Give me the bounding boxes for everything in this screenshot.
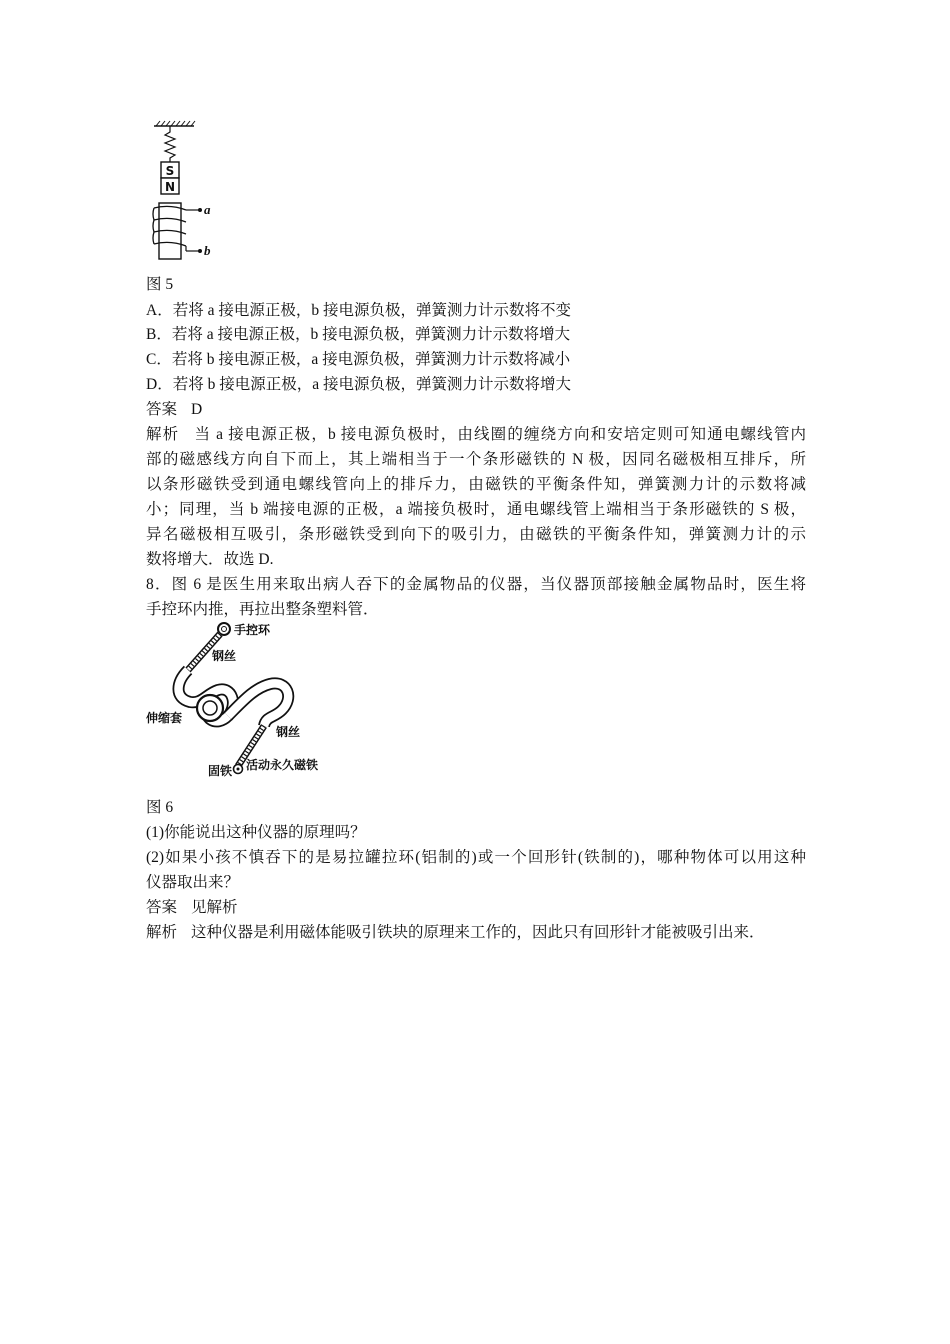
label-steel-wire-top: 钢丝	[212, 649, 237, 663]
answer-value: D	[191, 401, 203, 418]
q7-analysis-line-4: 小；同理，当 b 端接电源的正极，a 端接负极时，通电螺线管上端相当于条形磁铁的 S 极，	[146, 501, 806, 518]
q8-stem-line-1: 8．图 6 是医生用来取出病人吞下的金属物品的仪器，当仪器顶部接触金属物品时，医生将	[146, 576, 806, 593]
label-steel-wire-bottom: 钢丝	[276, 725, 301, 739]
q7-option-b: B．若将 a 接电源正极，b 接电源负极，弹簧测力计示数将增大	[146, 326, 571, 343]
terminal-b-label: b	[204, 243, 211, 258]
answer-value: 见解析	[191, 899, 238, 916]
magnet-s-label: S	[165, 164, 175, 178]
spring-icon	[165, 126, 175, 162]
q7-analysis-line-2: 部的磁感线方向自下而上，其上端相当于一个条形磁铁的 N 极，因同名磁极相互排斥，所	[146, 451, 806, 468]
analysis-label: 解析	[146, 924, 178, 941]
label-sleeve: 伸缩套	[146, 711, 183, 725]
q7-option-d: D．若将 b 接电源正极，a 接电源负极，弹簧测力计示数将增大	[146, 376, 571, 393]
q8-analysis	[146, 923, 765, 943]
terminal-a-label: a	[204, 202, 211, 217]
analysis-text: 当 a 接电源正极，b 接电源负极时，由线圈的缠绕方向和安培定则可知通电螺线管内	[193, 426, 806, 443]
figure-6-caption: 图 6	[146, 799, 174, 816]
q8-sub-question-1: (1)你能说出这种仪器的原理吗？	[146, 824, 366, 841]
label-magnet: 活动永久磁铁	[246, 758, 319, 772]
q7-analysis-line-3: 以条形磁铁受到通电螺线管向上的排斥力，由磁铁的平衡条件知，弹簧测力计的示数将减	[146, 476, 806, 493]
figure-6-diagram	[146, 618, 356, 778]
q7-option-c: C．若将 b 接电源正极，a 接电源负极，弹簧测力计示数将减小	[146, 351, 571, 368]
q7-analysis-line-5: 异名磁极相互吸引，条形磁铁受到向下的吸引力，由磁铁的平衡条件知，弹簧测力计的示	[146, 526, 806, 543]
analysis-label: 解析	[146, 426, 180, 443]
label-fixed-iron: 固铁	[208, 764, 233, 778]
q8-sub-question-2-cont: 仪器取出来？	[146, 874, 240, 891]
q7-analysis-line-6: 数将增大．故选 D.	[146, 551, 274, 568]
analysis-text: 这种仪器是利用磁体能吸引铁块的原理来工作的，因此只有回形针才能被吸引出来．	[191, 924, 765, 941]
magnet-n-label: N	[164, 180, 176, 194]
q8-stem-line-2: 手控环内推，再拉出整条塑料管．	[146, 601, 379, 618]
figure-5-diagram	[148, 120, 228, 265]
answer-label: 答案	[146, 401, 178, 418]
q8-answer	[146, 898, 238, 918]
q7-analysis-line-1	[146, 425, 806, 445]
handle-ring-icon	[218, 623, 230, 635]
q7-option-a: A．若将 a 接电源正极，b 接电源负极，弹簧测力计示数将不变	[146, 302, 571, 319]
q7-answer	[146, 400, 202, 420]
answer-label: 答案	[146, 899, 178, 916]
q8-sub-question-2: (2)如果小孩不慎吞下的是易拉罐拉环(铝制的)或一个回形针(铁制的)，哪种物体可以用这种	[146, 849, 806, 866]
label-handle-ring: 手控环	[234, 623, 271, 637]
figure-5-caption: 图 5	[146, 276, 174, 293]
